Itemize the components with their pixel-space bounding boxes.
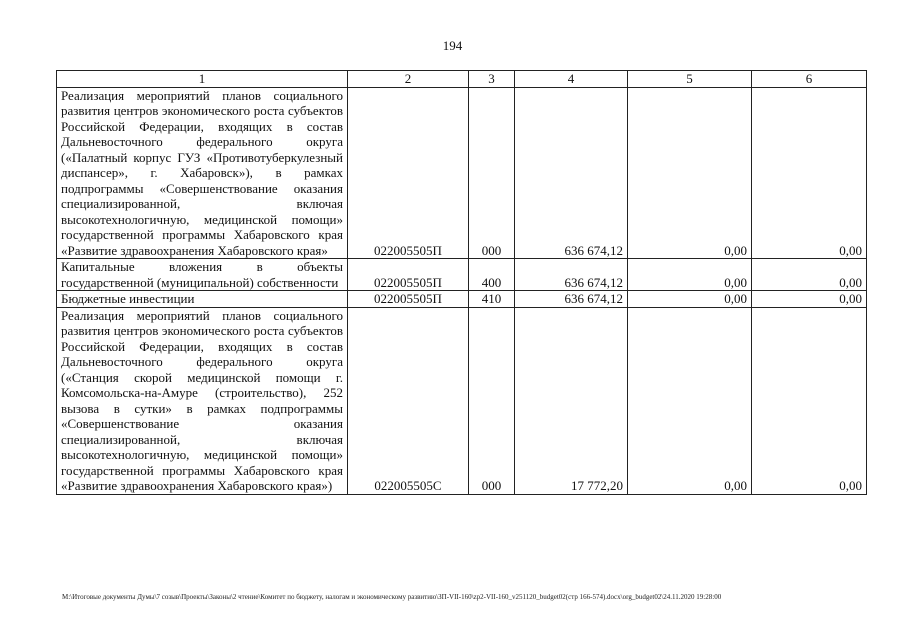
header-cell-2: 2 bbox=[348, 71, 469, 88]
row-kind: 000 bbox=[469, 307, 515, 494]
row-amount: 636 674,12 bbox=[515, 87, 628, 259]
row-amount: 636 674,12 bbox=[515, 291, 628, 308]
row-kind: 410 bbox=[469, 291, 515, 308]
row-col6: 0,00 bbox=[752, 291, 867, 308]
table-row bbox=[57, 291, 867, 308]
row-name: Реализация мероприятий планов социального развития центров экономического роста субъектов Российской Федерации, входящих в состав Дальневосточного федерального округа («Станция скорой медицинской помощи г. Комсомольска-на-Амуре (строительство), 252 вызова в сутки» в рамках подпрограммы «Совершенствование оказания специализированной, включая высокотехнологичную, медицинской помощи» государственной программы Хабаровского края «Развитие здравоохранения Хабаровского края») bbox=[57, 307, 348, 494]
row-col5: 0,00 bbox=[628, 307, 752, 494]
page-number: 194 bbox=[442, 38, 463, 53]
budget-table bbox=[56, 70, 867, 495]
row-name: Капитальные вложения в объекты государственной (муниципальной) собственности bbox=[57, 259, 348, 291]
row-col5: 0,00 bbox=[628, 87, 752, 259]
row-code: 022005505П bbox=[348, 291, 469, 308]
header-cell-3: 3 bbox=[469, 71, 515, 88]
row-amount: 17 772,20 bbox=[515, 307, 628, 494]
row-code: 022005505П bbox=[348, 259, 469, 291]
header-cell-1: 1 bbox=[57, 71, 348, 88]
row-name: Бюджетные инвестиции bbox=[57, 291, 348, 308]
row-kind: 400 bbox=[469, 259, 515, 291]
header-row bbox=[57, 71, 867, 88]
row-col6: 0,00 bbox=[752, 307, 867, 494]
table-row bbox=[57, 259, 867, 291]
header-cell-6: 6 bbox=[752, 71, 867, 88]
row-col6: 0,00 bbox=[752, 87, 867, 259]
header-cell-4: 4 bbox=[515, 71, 628, 88]
row-name: Реализация мероприятий планов социального развития центров экономического роста субъектов Российской Федерации, входящих в состав Дальневосточного федерального округа («Палатный корпус ГУЗ «Противотуберкулезный диспансер», г. Хабаровск»), в рамках подпрограммы «Совершенствование оказания специализированной, включая высокотехнологичную, медицинской помощи» государственной программы Хабаровского края «Развитие здравоохранения Хабаровского края» bbox=[57, 87, 348, 259]
table-row bbox=[57, 307, 867, 494]
header-cell-5: 5 bbox=[628, 71, 752, 88]
row-col6: 0,00 bbox=[752, 259, 867, 291]
row-col5: 0,00 bbox=[628, 259, 752, 291]
row-kind: 000 bbox=[469, 87, 515, 259]
footer-file-path: M:\Итоговые документы Думы\7 созыв\Проекты\Законы\2 чтение\Комитет по бюджету, налогам и экономическому развитию\ЗП-VII-160\zp2-VII-160_v251120_budget02(стр 166-574).docx\org_budget02\24.11.2020 19:28:00 bbox=[62, 593, 722, 601]
table-row bbox=[57, 87, 867, 259]
row-code: 022005505П bbox=[348, 87, 469, 259]
row-col5: 0,00 bbox=[628, 291, 752, 308]
row-code: 022005505С bbox=[348, 307, 469, 494]
row-amount: 636 674,12 bbox=[515, 259, 628, 291]
